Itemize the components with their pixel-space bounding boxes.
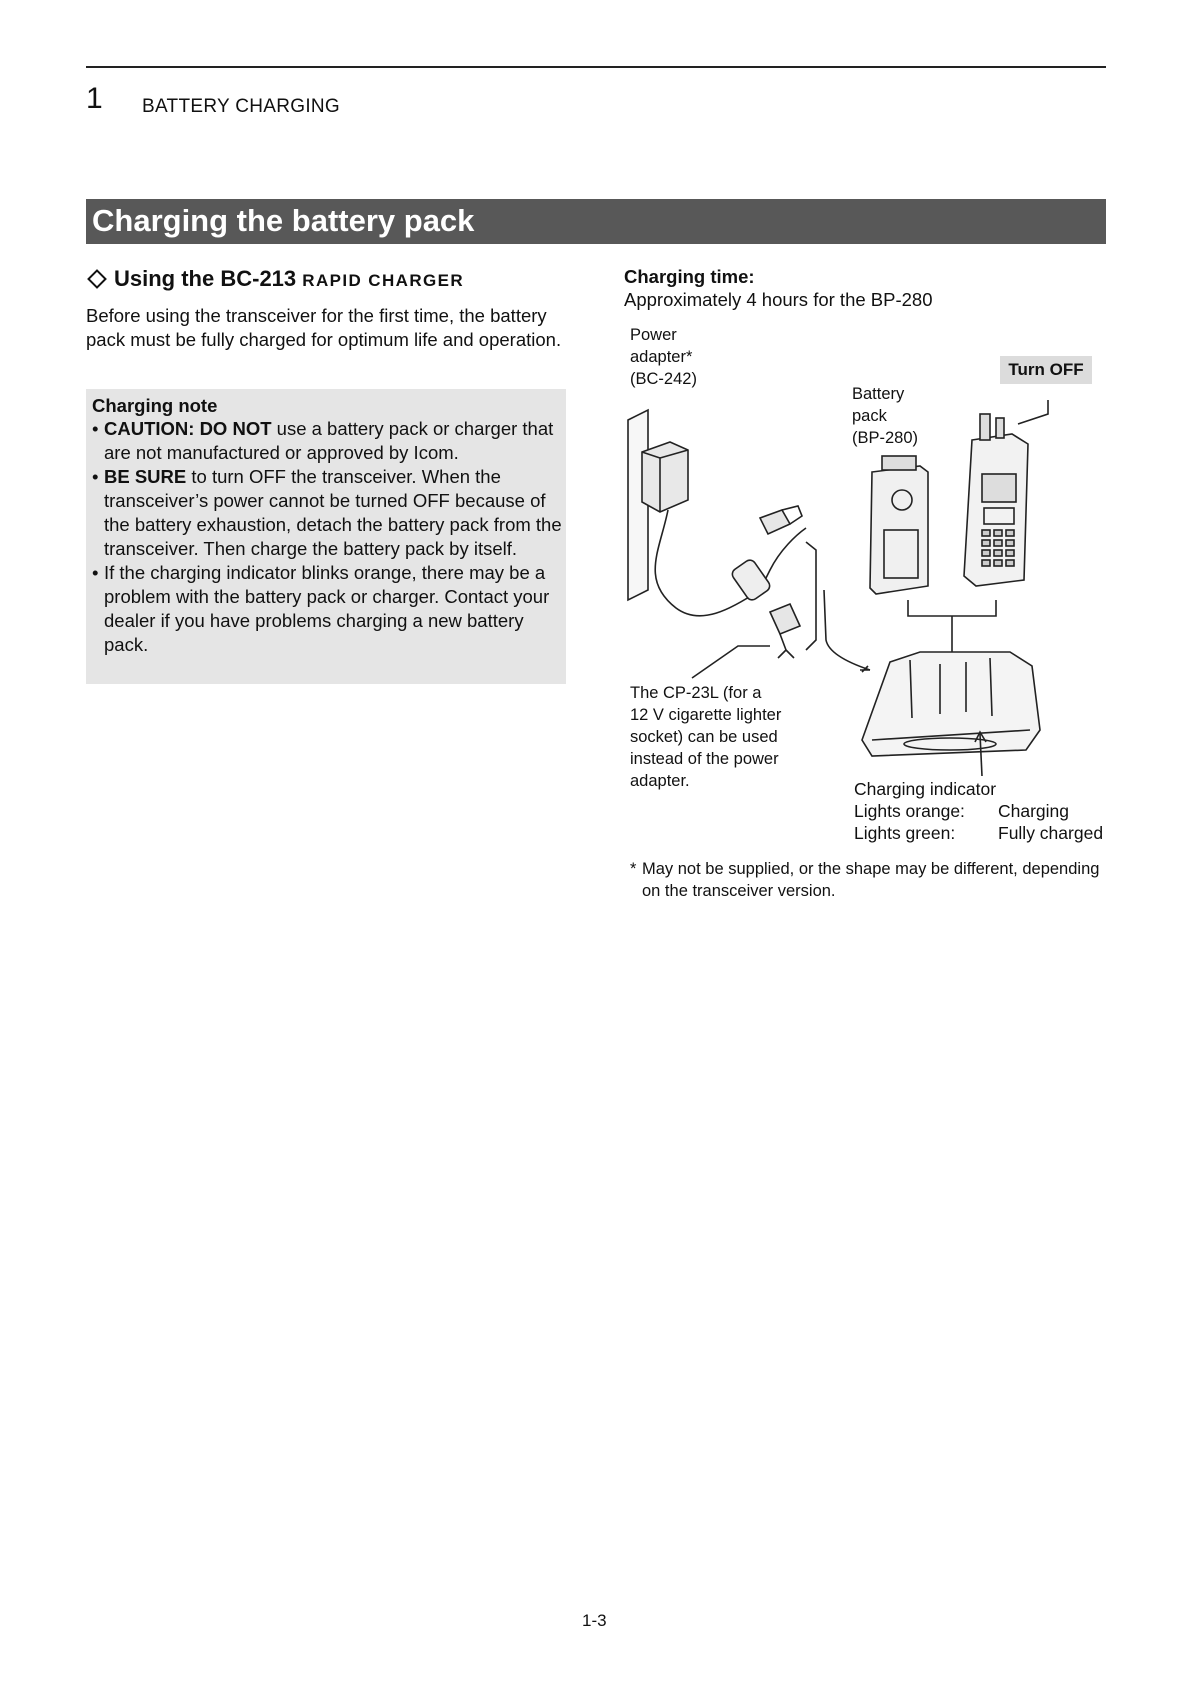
footnote-mark: *	[630, 860, 637, 878]
note-item-text: If the charging indicator blinks orange, there may be a problem with the battery pack or charger. Contact your dealer if you have problems charging a new battery pack.	[104, 562, 550, 655]
transceiver-icon	[964, 414, 1028, 586]
indicator-row	[854, 822, 1104, 844]
note-item	[92, 465, 562, 561]
note-item	[92, 561, 562, 657]
intro-paragraph: Before using the transceiver for the first time, the battery pack must be fully charged for optimum life and operation.	[86, 305, 562, 350]
charging-note-list	[92, 417, 562, 657]
label-line: (BC-242)	[630, 370, 697, 388]
battery-pack-icon	[870, 456, 928, 594]
note-item-bold: BE SURE	[104, 466, 187, 487]
chapter-number: 1	[86, 82, 103, 115]
cigarette-plug-icon	[770, 604, 800, 658]
section-title: Charging the battery pack	[92, 203, 475, 238]
section-title-bar	[86, 199, 1106, 244]
bullet: •	[92, 562, 99, 583]
subsection-title-smallcaps: RAPID CHARGER	[302, 271, 465, 290]
charging-time-heading: Charging time:	[624, 266, 755, 287]
bullet: •	[92, 418, 99, 439]
label-line: The CP-23L (for a	[630, 684, 762, 702]
turn-off-label: Turn OFF	[1000, 356, 1092, 384]
indicator-title: Charging indicator	[854, 779, 997, 799]
note-item	[92, 417, 562, 465]
charging-diagram	[620, 400, 1100, 778]
rapid-charger-icon	[862, 652, 1040, 756]
bullet: •	[92, 466, 99, 487]
label-line: Power	[630, 326, 677, 344]
label-line: 12 V cigarette lighter	[630, 706, 782, 724]
indicator-row-label: Lights orange:	[854, 801, 965, 821]
label-line: pack	[852, 407, 887, 425]
power-adapter-icon	[642, 442, 688, 512]
indicator-row-value: Fully charged	[998, 823, 1104, 843]
label-line: Battery	[852, 385, 905, 403]
indicator-row	[854, 800, 1070, 822]
page-number: 1-3	[582, 1611, 607, 1630]
charging-note-title: Charging note	[92, 395, 218, 416]
charging-indicator-legend	[854, 778, 1104, 844]
subsection-title-prefix: Using the BC-213	[114, 266, 297, 291]
chapter-title: BATTERY CHARGING	[142, 96, 341, 117]
label-line: socket) can be used	[630, 728, 778, 746]
indicator-row-label: Lights green:	[854, 823, 956, 843]
footnote-text: May not be supplied, or the shape may be different, depending on the transceiver version.	[642, 860, 1100, 900]
footnote	[630, 858, 1100, 902]
header-rule	[86, 66, 1106, 68]
ferrite-core-icon	[730, 558, 772, 602]
label-line: adapter*	[630, 348, 693, 366]
label-line: adapter.	[630, 772, 690, 790]
power-adapter-label	[630, 324, 697, 390]
note-item-text: use a battery pack or charger that are not manufactured or approved by Icom.	[104, 418, 554, 463]
label-line: (BP-280)	[852, 429, 919, 447]
note-item-text: to turn OFF the transceiver. When the transceiver’s power cannot be turned OFF because of the battery exhaustion, detach the battery pack from the transceiver. Then charge the battery pack by itself.	[104, 466, 562, 559]
dc-plug-icon	[760, 506, 802, 534]
note-item-bold: CAUTION: DO NOT	[104, 418, 272, 439]
diamond-icon	[87, 269, 107, 289]
wall-outlet-plate	[628, 410, 648, 600]
charging-time-text: Approximately 4 hours for the BP-280	[624, 289, 933, 310]
subsection-heading	[86, 266, 464, 292]
label-line: instead of the power	[630, 750, 779, 768]
indicator-row-value: Charging	[998, 801, 1070, 821]
